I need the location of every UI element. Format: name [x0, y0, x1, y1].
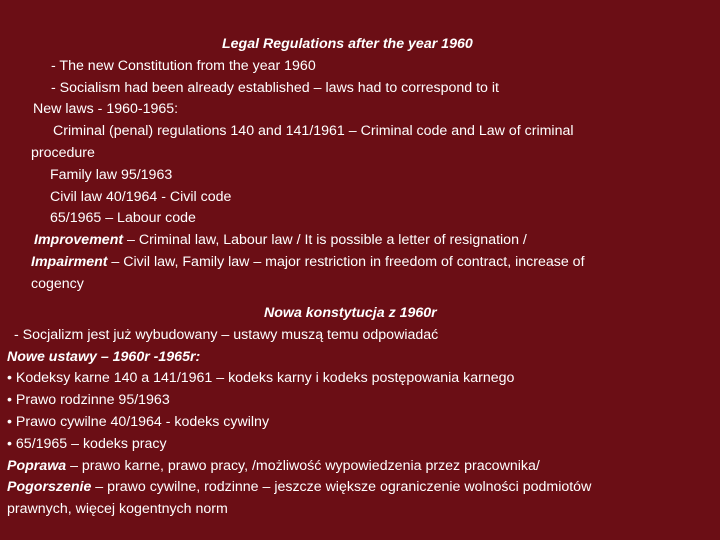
- impairment-text: – Civil law, Family law – major restriction in freedom of contract, increase of: [107, 253, 585, 270]
- polish-section: [0, 303, 720, 521]
- impairment-line: [0, 252, 720, 274]
- improvement-label: Improvement: [34, 232, 124, 249]
- bullet-kodeksy-karne: • Kodeksy karne 140 a 141/1961 – kodeks karny i kodeks postępowania karnego: [7, 370, 515, 387]
- english-title: Legal Regulations after the year 1960: [222, 36, 473, 52]
- pogorszenie-line-continued: prawnych, więcej kogentnych norm: [7, 501, 228, 518]
- pogorszenie-line: [0, 477, 720, 499]
- bullet-prawo-cywilne: • Prawo cywilne 40/1964 - kodeks cywilny: [7, 413, 270, 430]
- criminal-line-continued: procedure: [31, 144, 95, 161]
- labour-code-line: 65/1965 – Labour code: [50, 210, 196, 227]
- socialism-line: - Socialism had been already established – laws had to correspond to it: [51, 79, 499, 96]
- poprawa-text: – prawo karne, prawo pracy, /możliwość wypowiedzenia przez pracownika/: [66, 457, 540, 474]
- polish-title: Nowa konstytucja z 1960r: [264, 305, 437, 321]
- improvement-text: – Criminal law, Labour law / It is possible a letter of resignation /: [123, 232, 527, 249]
- pogorszenie-text: – prawo cywilne, rodzinne – jeszcze większe ograniczenie wolności podmiotów: [91, 479, 592, 496]
- improvement-line: [0, 230, 720, 252]
- english-section: [0, 34, 720, 296]
- impairment-label: Impairment: [31, 253, 108, 270]
- poprawa-line: [0, 456, 720, 478]
- criminal-line: Criminal (penal) regulations 140 and 141/1961 – Criminal code and Law of criminal: [53, 123, 574, 140]
- impairment-line-continued: cogency: [31, 275, 84, 292]
- new-laws-heading: New laws - 1960-1965:: [33, 101, 179, 118]
- civil-law-line: Civil law 40/1964 - Civil code: [50, 188, 232, 205]
- bullet-kodeks-pracy: • 65/1965 – kodeks pracy: [7, 435, 167, 452]
- family-law-line: Family law 95/1963: [50, 166, 173, 183]
- constitution-line: - The new Constitution from the year 1960: [51, 57, 316, 74]
- socjalizm-line: - Socjalizm jest już wybudowany – ustawy muszą temu odpowiadać: [14, 326, 439, 343]
- nowe-ustawy-heading: Nowe ustawy – 1960r -1965r:: [7, 348, 201, 365]
- bullet-prawo-rodzinne: • Prawo rodzinne 95/1963: [7, 392, 170, 409]
- pogorszenie-label: Pogorszenie: [7, 479, 92, 496]
- poprawa-label: Poprawa: [7, 457, 67, 474]
